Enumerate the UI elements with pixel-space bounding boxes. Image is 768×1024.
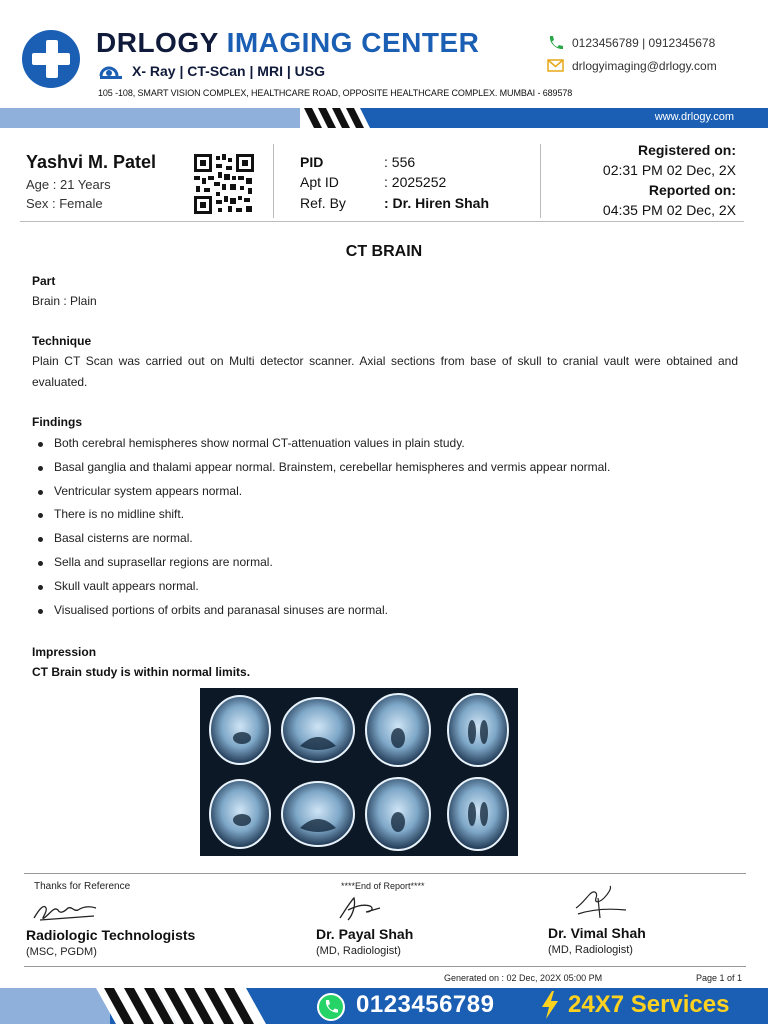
signature-payal-shah [334,892,384,924]
logo-cross-bar [32,53,70,65]
signature-technologist [30,898,100,924]
divider [540,144,541,218]
pid-row [300,154,415,170]
signatory-name: Radiologic Technologists [26,927,196,943]
footer-divider-bottom [24,966,746,967]
apt-value: : 2025252 [384,174,447,190]
signatory-name: Dr. Payal Shah [316,926,414,942]
ref-row [300,195,489,211]
ref-value: : Dr. Hiren Shah [384,195,490,211]
services-row [98,62,325,80]
finding-item: Skull vault appears normal. [32,575,738,599]
footer-band-light [0,988,110,1024]
finding-item: Ventricular system appears normal. [32,480,738,504]
patient-name: Yashvi M. Patel [26,152,157,172]
finding-item: Both cerebral hemispheres show normal CT-attenuation values in plain study. [32,432,738,456]
technique-text: Plain CT Scan was carried out on Multi detector scanner. Axial sections from base of skull to cranial vault were obtained and evaluated. [32,354,738,389]
footer-band-stripes [96,988,306,1024]
reported-label: Reported on: [648,182,736,198]
contact-email [547,58,717,73]
signatory-qualification: (MD, Radiologist) [548,944,633,956]
signatory-name: Dr. Vimal Shah [548,925,646,941]
signatory-qualification: (MSC, PGDM) [26,946,97,958]
finding-item: There is no midline shift. [32,503,738,527]
center-name-primary: DRLOGY [96,27,219,58]
website-link[interactable]: www.drlogy.com [654,111,734,123]
patient-info-box [20,140,744,222]
signature-vimal-shah [570,884,630,922]
end-of-report: ****End of Report**** [341,881,425,891]
ref-label: Ref. By [300,195,346,211]
thanks-note: Thanks for Reference [34,881,131,892]
whatsapp-icon [316,992,346,1022]
center-address: 105 -108, SMART VISION COMPLEX, HEALTHCARE ROAD, OPPOSITE HEALTHCARE COMPLEX. MUMBAI - 689578 [98,88,573,98]
findings-list [32,432,738,622]
registered-label: Registered on: [637,142,736,158]
page-number: Page 1 of 1 [695,973,742,983]
center-name [96,27,479,59]
qr-code-icon [194,154,254,214]
divider [273,144,274,218]
mail-icon [547,58,564,73]
finding-item: Visualised portions of orbits and paranasal sinuses are normal. [32,599,738,623]
footer-divider [24,873,746,874]
contact-phone [547,35,715,50]
scanner-icon [98,62,124,80]
footer-phone[interactable]: 0123456789 [356,991,495,1018]
findings-heading: Findings [32,415,82,429]
generated-timestamp: Generated on : 02 Dec, 202X 05:00 PM [444,973,603,983]
phone-numbers: 0123456789 | 0912345678 [572,35,716,50]
apt-label: Apt ID [300,174,339,190]
footer-services: 24X7 Services [568,991,730,1018]
pid-label: PID [300,154,324,170]
reported-value: 04:35 PM 02 Dec, 2X [602,202,736,218]
center-name-secondary: IMAGING CENTER [226,27,480,58]
lightning-icon [540,991,560,1019]
impression-text: CT Brain study is within normal limits. [32,665,251,679]
patient-age: Age : 21 Years [26,177,111,192]
part-heading: Part [32,274,56,288]
services-list: X- Ray | CT-SCan | MRI | USG [132,63,325,79]
apt-row [300,174,446,190]
header-band-light [0,108,310,128]
phone-icon [547,35,564,50]
part-text: Brain : Plain [32,294,97,308]
impression-heading: Impression [32,645,97,659]
finding-item: Basal cisterns are normal. [32,527,738,551]
registered-value: 02:31 PM 02 Dec, 2X [602,162,736,178]
signatory-qualification: (MD, Radiologist) [316,945,401,957]
email-address: drlogyimaging@drlogy.com [572,58,717,73]
report-title: CT BRAIN [345,243,423,260]
finding-item: Basal ganglia and thalami appear normal. Brainstem, cerebellar hemispheres and vermis appear normal. [32,456,738,480]
finding-item: Sella and suprasellar regions are normal. [32,551,738,575]
ct-scan-image [200,688,518,856]
header-band-stripes [300,108,380,128]
technique-heading: Technique [32,334,92,348]
pid-value: : 556 [384,154,416,170]
patient-sex: Sex : Female [26,196,103,211]
